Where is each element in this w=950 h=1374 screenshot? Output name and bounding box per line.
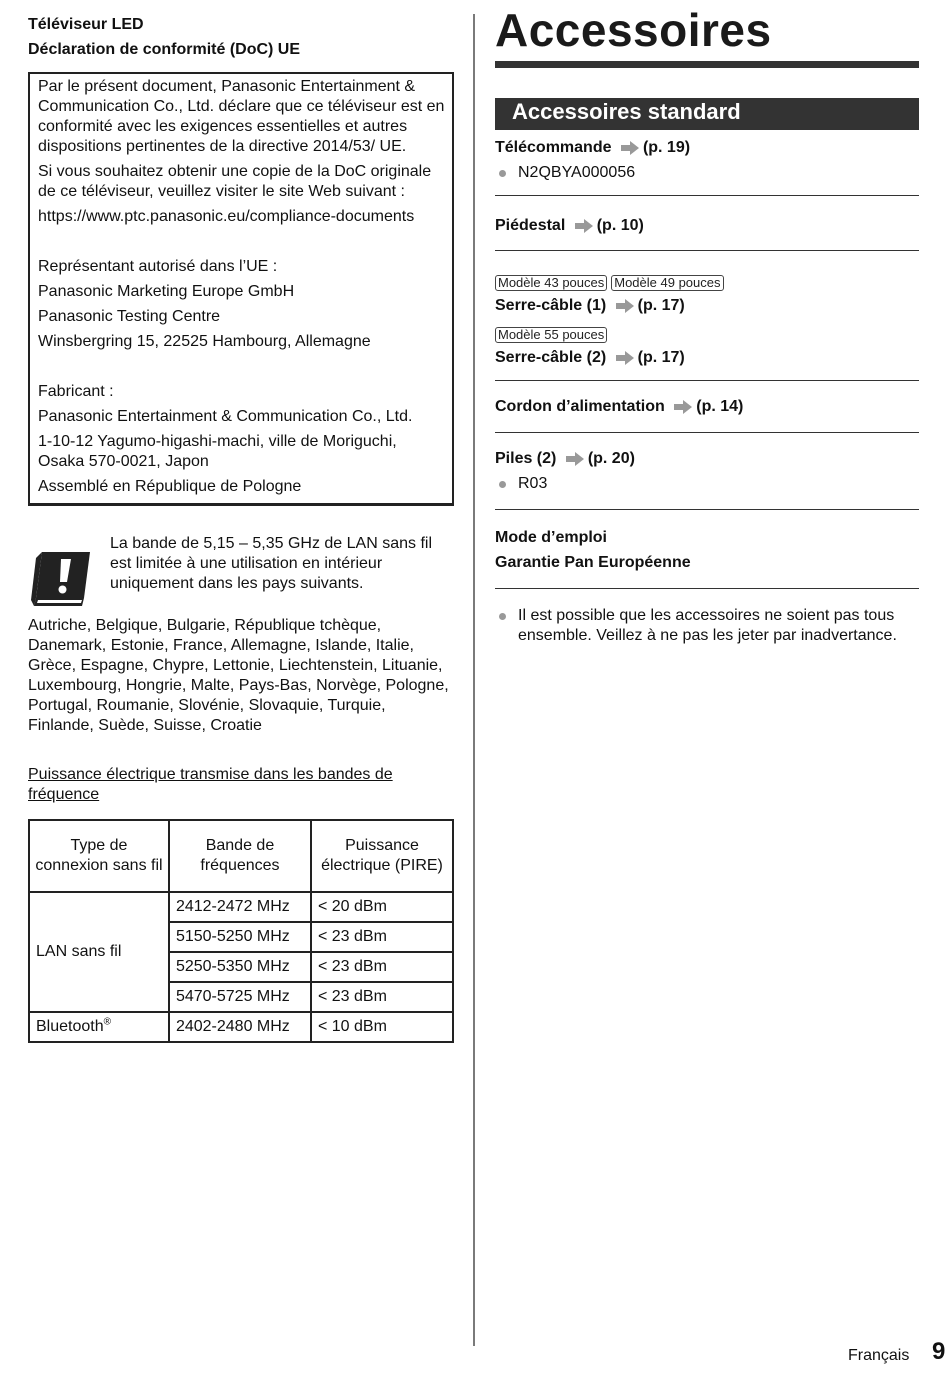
page-reference[interactable]: (p. 10): [596, 217, 644, 234]
band-cell: 5470-5725 MHz: [169, 982, 311, 1012]
power-cell: < 23 dBm: [311, 982, 453, 1012]
power-cell: < 20 dBm: [311, 892, 453, 922]
bullet-dot-icon: [499, 613, 506, 620]
bullet-dot-icon: [499, 481, 506, 488]
arrow-right-icon: [566, 452, 584, 466]
representative-label: Représentant autorisé dans l’UE :: [38, 258, 278, 275]
accessory-title-row: [495, 449, 919, 469]
table-header: Bande de fréquences: [169, 820, 311, 892]
page-number: 9: [932, 1338, 946, 1365]
left-column: [28, 12, 454, 1043]
list-item: [495, 606, 919, 646]
manufacturer-line: Panasonic Entertainment & Communication Co., Ltd.: [38, 408, 413, 425]
model-tags: [495, 325, 919, 345]
page-title: Accessoires: [495, 4, 772, 56]
section-heading: Accessoires standard: [495, 98, 919, 130]
model-tag: Modèle 43 pouces: [495, 275, 607, 291]
table-header: Puissance électrique (PIRE): [311, 820, 453, 892]
accessory-title: Piédestal: [495, 217, 566, 234]
remote-model: N2QBYA000056: [518, 164, 636, 181]
representative-line: Panasonic Marketing Europe GmbH: [38, 283, 295, 300]
arrow-right-icon: [616, 299, 634, 313]
representative-line: Panasonic Testing Centre: [38, 308, 221, 325]
separator: [495, 380, 919, 381]
manual-title: Mode d’emploi: [495, 529, 607, 546]
battery-model: R03: [518, 475, 548, 492]
accessory-title-row: [495, 138, 919, 158]
page-reference[interactable]: (p. 14): [696, 398, 744, 415]
band-cell: 5150-5250 MHz: [169, 922, 311, 952]
accessory-title: Piles (2): [495, 450, 557, 467]
manufacturer-line: Assemblé en République de Pologne: [38, 478, 302, 495]
accessory-title: Télécommande: [495, 139, 612, 156]
registered-mark: ®: [103, 1016, 111, 1028]
band-cell: 2402-2480 MHz: [169, 1012, 311, 1042]
list-item: [495, 163, 919, 183]
accessory-stand: [495, 216, 919, 250]
declaration-box: [28, 72, 454, 506]
accessory-title-row: [495, 348, 919, 368]
band-cell: 5250-5350 MHz: [169, 952, 311, 982]
power-cell: < 10 dBm: [311, 1012, 453, 1042]
heading-rule: [495, 61, 919, 68]
bullet-dot-icon: [499, 170, 506, 177]
copy-paragraph: Si vous souhaitez obtenir une copie de la DoC originale de ce téléviseur, veuillez visiter le site Web suivant :: [38, 163, 432, 200]
accessory-cable-clamps: [495, 273, 919, 380]
accessory-title-row: [495, 296, 919, 316]
accessory-power-cord: [495, 397, 919, 432]
bluetooth-type-cell: [29, 1012, 169, 1042]
accessory-title: Cordon d’alimentation: [495, 398, 665, 415]
doc-title: Déclaration de conformité (DoC) UE: [28, 41, 301, 58]
table-header: Type de connexion sans fil: [29, 820, 169, 892]
separator: [495, 250, 919, 251]
separator: [495, 509, 919, 510]
power-table-title: Puissance électrique transmise dans les bandes de fréquence: [28, 766, 393, 803]
table-header-row: [29, 820, 453, 892]
wlan-type-cell: LAN sans fil: [29, 892, 169, 1012]
wlan-notice: [28, 534, 454, 608]
declaration-paragraph: Par le présent document, Panasonic Entertainment & Communication Co., Ltd. déclare que ce téléviseur est en conformité avec les exigences essentielles et autres dispositions pertinentes de la directive 2014/53/ UE.: [38, 78, 445, 155]
accessory-remote: [495, 138, 919, 195]
accessory-title: Serre-câble (2): [495, 349, 607, 366]
accessory-title-row: [495, 216, 919, 236]
right-column: [495, 0, 919, 646]
table-row: [29, 1012, 453, 1042]
separator: [495, 432, 919, 433]
warranty-title: Garantie Pan Européenne: [495, 554, 691, 571]
compliance-url[interactable]: https://www.ptc.panasonic.eu/compliance-documents: [38, 208, 415, 225]
page-reference[interactable]: (p. 17): [637, 349, 685, 366]
band-cell: 2412-2472 MHz: [169, 892, 311, 922]
separator: [495, 195, 919, 196]
manufacturer-label: Fabricant :: [38, 383, 114, 400]
caution-book-icon: [28, 550, 94, 608]
page-reference[interactable]: (p. 17): [637, 297, 685, 314]
footer-language: Français: [848, 1347, 910, 1364]
column-divider: [473, 14, 475, 1346]
table-row: [29, 892, 453, 922]
accessory-title: Serre-câble (1): [495, 297, 607, 314]
arrow-right-icon: [616, 351, 634, 365]
arrow-right-icon: [621, 141, 639, 155]
representative-line: Winsbergring 15, 22525 Hambourg, Allemagne: [38, 333, 371, 350]
frequency-table: [28, 819, 454, 1043]
bluetooth-label: Bluetooth: [36, 1018, 104, 1035]
model-tags: [495, 273, 919, 293]
manufacturer-line: 1-10-12 Yagumo-higashi-machi, ville de Moriguchi, Osaka 570-0021, Japon: [38, 433, 397, 470]
power-cell: < 23 dBm: [311, 922, 453, 952]
model-tag: Modèle 55 pouces: [495, 327, 607, 343]
power-cell: < 23 dBm: [311, 952, 453, 982]
accessories-note: Il est possible que les accessoires ne soient pas tous ensemble. Veillez à ne pas les jeter par inadvertance.: [518, 607, 897, 644]
accessory-title-row: [495, 397, 919, 417]
accessory-batteries: [495, 449, 919, 509]
page-reference[interactable]: (p. 20): [587, 450, 635, 467]
arrow-right-icon: [674, 400, 692, 414]
notice-text: La bande de 5,15 – 5,35 GHz de LAN sans fil est limitée à une utilisation en intérieur uniquement dans les pays suivants.: [110, 535, 432, 592]
page-reference[interactable]: (p. 19): [642, 139, 691, 156]
accessory-documents: [495, 525, 919, 588]
country-list: Autriche, Belgique, Bulgarie, République tchèque, Danemark, Estonie, France, Allemagne, Islande, Italie, Grèce, Espagne, Chypre, Lettonie, Liechtenstein, Lituanie, Luxembourg, Hongrie, Malte, Pays-Bas, Norvège, Pologne, Portugal, Roumanie, Slovénie, Slovaquie, Turquie, Finlande, Suède, Suisse, Croatie: [28, 617, 449, 734]
separator: [495, 588, 919, 589]
list-item: [495, 474, 919, 494]
model-tag: Modèle 49 pouces: [611, 275, 723, 291]
arrow-right-icon: [575, 219, 593, 233]
product-title: Téléviseur LED: [28, 16, 144, 33]
